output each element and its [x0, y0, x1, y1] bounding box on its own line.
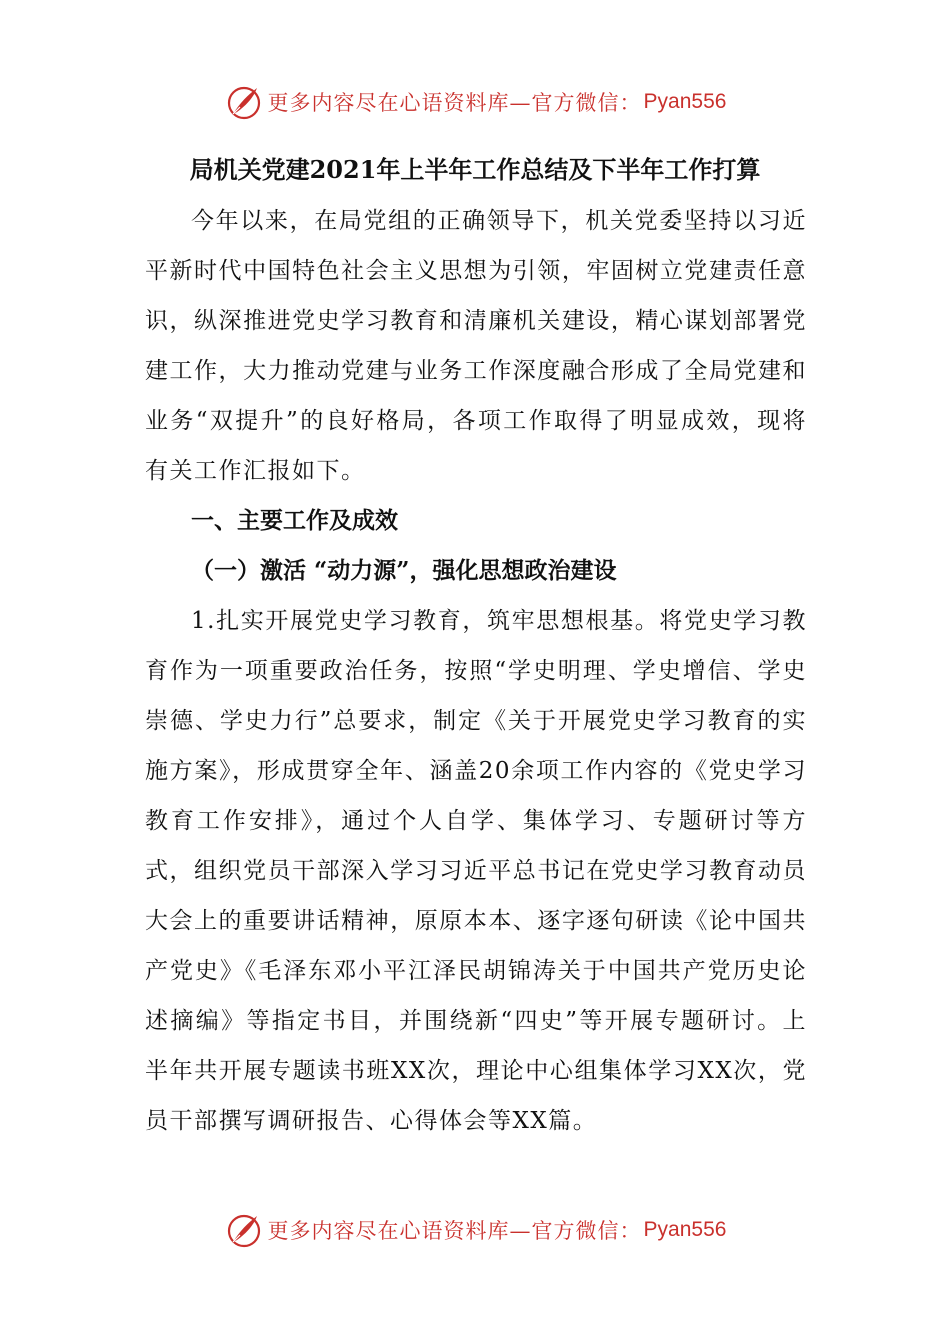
subsection-heading: （一）激活 “动力源”，强化思想政治建设	[191, 557, 617, 584]
section-heading: 一、主要工作及成效	[191, 507, 398, 534]
watermark-wechat-id: Pyan556	[643, 1218, 727, 1241]
item-paragraph: 1.扎实开展党史学习教育，筑牢思想根基。将党史学习教育作为一项重要政治任务，按照“学史明理、学史增信、学史崇德、学史力行”总要求，制定《关于开展党史学习教育的实施方案》，形成贯穿全年、涵盖20余项工作内容的《党史学习教育工作安排》，通过个人自学、集体学习、专题研讨等方式，组织党员干部深入学习习近平总书记在党史学习教育动员大会上的重要讲话精神，原原本本、逐字逐句研读《论中国共产党史》《毛泽东邓小平江泽民胡锦涛关于中国共产党历史论述摘编》等指定书目，并围绕新“四史”等开展专题研讨。上半年共开展专题读书班XX次，理论中心组集体学习XX次，党员干部撰写调研报告、心得体会等XX篇。	[145, 608, 807, 1134]
document-title: 局机关党建2021年上半年工作总结及下半年工作打算	[189, 155, 761, 184]
watermark-banner-top	[0, 80, 950, 124]
intro-paragraph: 今年以来，在局党组的正确领导下，机关党委坚持以习近平新时代中国特色社会主义思想为引领，牢固树立党建责任意识，纵深推进党史学习教育和清廉机关建设，精心谋划部署党建工作，大力推动党建与业务工作深度融合形成了全局党建和业务“双提升”的良好格局，各项工作取得了明显成效，现将有关工作汇报如下。	[145, 208, 807, 484]
document-body	[145, 196, 807, 1146]
watermark-banner-bottom	[0, 1208, 950, 1252]
watermark-text: 更多内容尽在心语资料库—官方微信：	[267, 1219, 642, 1243]
quill-pen-logo-icon	[224, 1210, 264, 1250]
watermark-wechat-id: Pyan556	[643, 90, 727, 113]
quill-pen-logo-icon	[224, 82, 264, 122]
watermark-text: 更多内容尽在心语资料库—官方微信：	[267, 91, 642, 115]
